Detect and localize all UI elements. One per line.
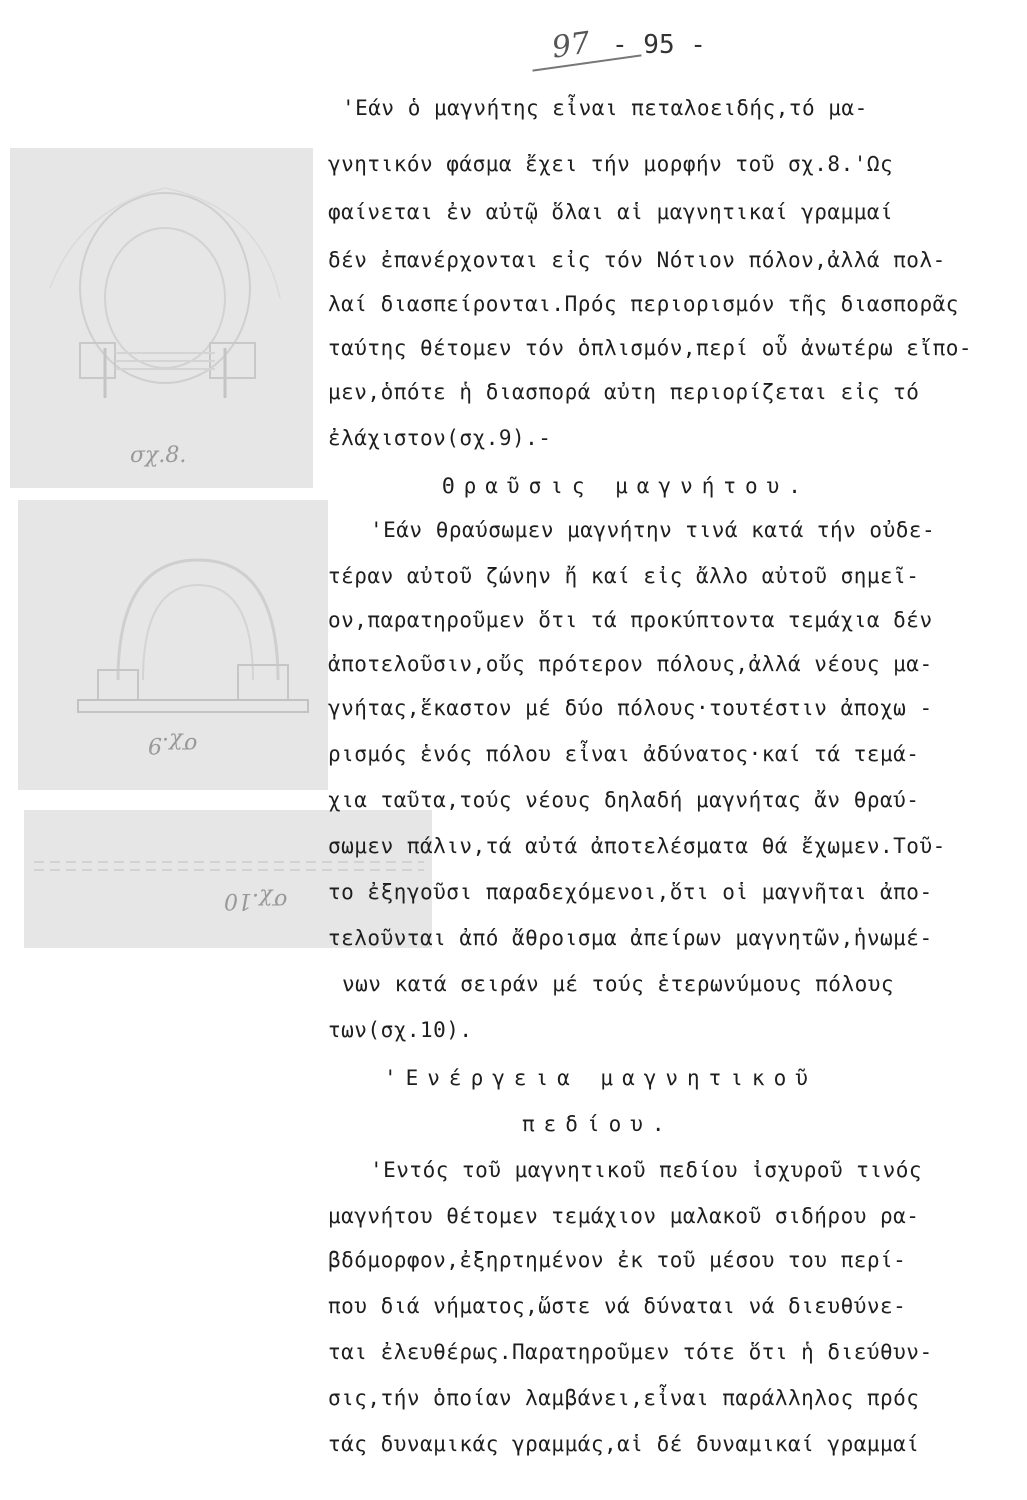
text-line: ἀποτελοῦσιν,οὔς πρότερον πόλους,ἀλλά νέους μα-: [328, 652, 933, 676]
text-line: λαί διασπείρονται.Πρός περιορισμόν τῆς διασπορᾶς: [328, 292, 959, 316]
text-line: χια ταῦτα,τούς νέους δηλαδή μαγνήτας ἄν θραύ-: [328, 788, 920, 812]
text-line: 'Εάν θραύσωμεν μαγνήτην τινά κατά τήν οὐδε-: [370, 518, 936, 542]
text-line: τελοῦνται ἀπό ἄθροισμα ἀπείρων μαγνητῶν,ἡνωμέ-: [328, 926, 933, 950]
text-line: 'Εάν ὁ μαγνήτης εἶναι πεταλοειδής,τό μα-: [342, 96, 868, 120]
handwritten-page-number: 97: [549, 25, 593, 66]
text-line: τάς δυναμικάς γραμμάς,αἱ δέ δυναμικαί γραμμαί: [328, 1432, 920, 1456]
text-line: γνητικόν φάσμα ἔχει τήν μορφήν τοῦ σχ.8.'Ως: [328, 152, 894, 176]
text-line: ρισμός ἑνός πόλου εἶναι ἀδύνατος·καί τά τεμά-: [328, 742, 920, 766]
section-heading: 'Ενέργεια μαγνητικοῦ: [384, 1066, 817, 1090]
figure-8-drawing: [10, 148, 313, 488]
text-line: ἐλάχιστον(σχ.9).-: [328, 426, 552, 450]
figure-8-label: σχ.8.: [130, 443, 187, 468]
figure-8-panel: [10, 148, 313, 488]
text-line: μαγνήτου θέτομεν τεμάχιον μαλακοῦ σιδήρου ρα-: [328, 1204, 920, 1228]
text-line: βδόμορφον,ἐξηρτημένον ἐκ τοῦ μέσου του περί-: [328, 1248, 907, 1272]
text-line: 'Εντός τοῦ μαγνητικοῦ πεδίου ἰσχυροῦ τινός: [370, 1158, 923, 1182]
figure-10-label: σχ.10: [224, 888, 288, 913]
text-line: τέραν αὐτοῦ ζώνην ἤ καί εἰς ἄλλο αὐτοῦ σημεῖ-: [328, 564, 920, 588]
text-line: δέν ἐπανέρχονται εἰς τόν Νότιον πόλον,ἀλλά πολ-: [328, 248, 946, 272]
text-line: γνήτας,ἕκαστον μέ δύο πόλους·τουτέστιν ἀποχω -: [328, 696, 933, 720]
section-heading: πεδίου.: [522, 1112, 674, 1136]
text-line: νων κατά σειράν μέ τούς ἑτερωνύμους πόλους: [342, 972, 895, 996]
text-line: ον,παρατηροῦμεν ὅτι τά προκύπτοντα τεμάχια δέν: [328, 608, 933, 632]
text-line: σις,τήν ὁποίαν λαμβάνει,εἶναι παράλληλος πρός: [328, 1386, 920, 1410]
text-line: των(σχ.10).: [328, 1018, 473, 1042]
typed-page-number: - 95 -: [612, 30, 706, 60]
section-heading: Θραῦσις μαγνήτου.: [442, 474, 810, 498]
figure-9-label: σχ.9: [148, 732, 198, 757]
text-line: σωμεν πάλιν,τά αὐτά ἀποτελέσματα θά ἔχωμεν.Τοῦ-: [328, 834, 946, 858]
figure-9-panel: [18, 500, 328, 790]
text-line: ταύτης θέτομεν τόν ὁπλισμόν,περί οὗ ἀνωτέρω εἴπο-: [328, 336, 973, 360]
text-line: μεν,ὁπότε ἡ διασπορά αὐτη περιορίζεται εἰς τό: [328, 380, 920, 404]
text-line: που διά νήματος,ὥστε νά δύναται νά διευθύνε-: [328, 1294, 907, 1318]
text-line: φαίνεται ἐν αὐτῷ ὅλαι αἱ μαγνητικαί γραμμαί: [328, 200, 894, 224]
text-line: το ἐξηγοῦσι παραδεχόμενοι,ὅτι οἱ μαγνῆται ἀπο-: [328, 880, 933, 904]
text-line: ται ἐλευθέρως.Παρατηροῦμεν τότε ὅτι ἡ διεύθυν-: [328, 1340, 933, 1364]
